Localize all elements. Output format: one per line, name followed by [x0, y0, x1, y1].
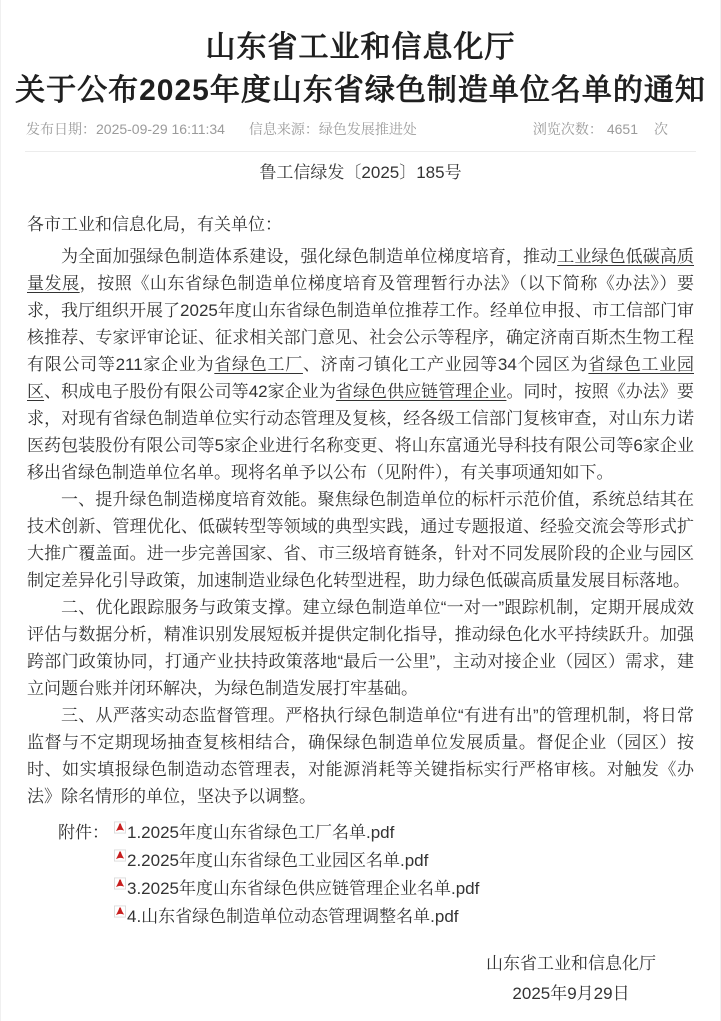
header-divider — [25, 151, 696, 152]
attachment-link-2[interactable]: 2.2025年度山东省绿色工业园区名单.pdf — [114, 847, 428, 875]
signature-org: 山东省工业和信息化厅 — [486, 954, 656, 973]
meta-left — [26, 119, 417, 139]
page-title — [1, 0, 720, 112]
keyword-link[interactable]: 省绿色工业园区 — [27, 355, 694, 401]
paragraph: 一、提升绿色制造梯度培育效能。聚焦绿色制造单位的标杆示范价值，系统总结其在技术创新、管理优化、低碳转型等领域的典型实践，通过专题报道、经验交流会等形式扩大推广覆盖面。进一步完善国家、省、市三级培育链条，针对不同发展阶段的企业与园区制定差异化引导政策，加速制造业绿色化转型进程，助力绿色低碳高质量发展目标落地。 — [27, 490, 694, 590]
views-number: 4651 — [606, 121, 638, 137]
paragraphs — [27, 243, 694, 810]
notice-body — [1, 211, 720, 810]
pdf-file-icon — [114, 849, 126, 862]
attachment-link-4[interactable]: 4.山东省绿色制造单位动态管理调整名单.pdf — [114, 903, 459, 931]
document-number: 鲁工信绿发〔2025〕185号 — [259, 163, 462, 182]
keyword-link[interactable]: 省绿色供应链管理企业 — [335, 382, 507, 401]
attachments-block — [1, 819, 720, 931]
attachment-link-3[interactable]: 3.2025年度山东省绿色供应链管理企业名单.pdf — [114, 875, 479, 903]
signature-block — [486, 949, 656, 1009]
paragraph: 二、优化跟踪服务与政策支撑。建立绿色制造单位“一对一”跟踪机制，定期开展成效评估与数据分析，精准识别发展短板并提供定制化指导，推动绿色化水平持续跃升。加强跨部门政策协同，打通产业扶持政策落地“最后一公里”，主动对接企业（园区）需求，建立问题台账并闭环解决，为绿色制造发展打牢基础。 — [27, 598, 694, 698]
pdf-file-icon — [114, 877, 126, 890]
salutation: 各市工业和信息化局，有关单位： — [27, 215, 282, 234]
attachment-link-1[interactable]: 1.2025年度山东省绿色工厂名单.pdf — [114, 819, 394, 847]
pdf-file-icon — [114, 905, 126, 918]
attachments-label: 附件： — [58, 823, 109, 842]
keyword-link[interactable]: 工业绿色低碳高质量发展 — [27, 247, 695, 293]
keyword-link[interactable]: 省绿色工厂 — [214, 355, 303, 374]
paragraph: 为全面加强绿色制造体系建设，强化绿色制造单位梯度培育，推动工业绿色低碳高质量发展，按照《山东省绿色制造单位梯度培育及管理暂行办法》（以下简称《办法》）要求，我厅组织开展了2025年度山东省绿色制造单位推荐工作。经单位申报、市工信部门审核推荐、专家评审论证、征求相关部门意见、社会公示等程序，确定济南百斯杰生物工程有限公司等211家企业为省绿色工厂、济南刁镇化工产业园等34个园区为省绿色工业园区、积成电子股份有限公司等42家企业为省绿色供应链管理企业。同时，按照《办法》要求，对现有省绿色制造单位实行动态管理及复核，经各级工信部门复核审查，对山东力诺医药包装股份有限公司等5家企业进行名称变更、将山东富通光导科技有限公司等6家企业移出省绿色制造单位名单。现将名单予以公布（见附件），有关事项通知如下。 — [27, 247, 695, 482]
view-count: 浏览次数： 4651 次 — [532, 121, 668, 137]
signature-date: 2025年9月29日 — [512, 984, 630, 1003]
attachment-row — [58, 903, 720, 931]
attachment-row — [58, 875, 720, 903]
attachment-row — [58, 847, 720, 875]
title-line-1: 山东省工业和信息化厅 — [205, 31, 516, 64]
info-source: 信息来源：绿色发展推进处 — [248, 121, 417, 137]
pdf-file-icon — [114, 821, 126, 834]
paragraph: 三、从严落实动态监督管理。严格执行绿色制造单位“有进有出”的管理机制，将日常监督与不定期现场抽查复核相结合，确保绿色制造单位发展质量。督促企业（园区）按时、如实填报绿色制造动态管理表，对能源消耗等关键指标实行严格审核。对触发《办法》除名情形的单位，坚决予以调整。 — [27, 706, 694, 806]
publish-date: 发布日期：2025-09-29 16:11:34 — [26, 121, 225, 137]
title-line-2: 关于公布2025年度山东省绿色制造单位名单的通知 — [15, 74, 706, 107]
attachment-row — [58, 819, 720, 847]
meta-bar — [1, 119, 720, 139]
